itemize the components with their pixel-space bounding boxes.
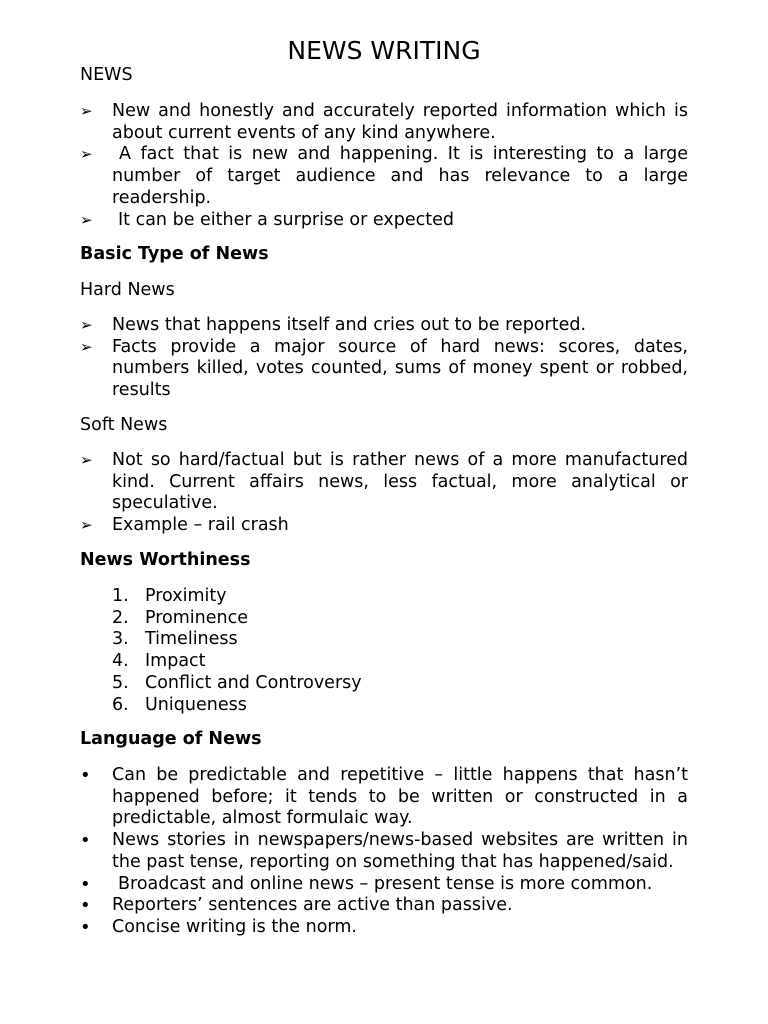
bullet-icon: • xyxy=(80,873,91,895)
arrow-bullet-icon: ➢ xyxy=(80,145,93,164)
list-item-text: A fact that is new and happening. It is interesting to a large number of target audience and has relevance to a large readership. xyxy=(112,144,688,208)
list-item-text: Broadcast and online news – present tense is more common. xyxy=(118,873,653,894)
list-item-text: Can be predictable and repetitive – little happens that hasn’t happened before; it tends to be written or constructed in a predictable, almost formulaic way. xyxy=(112,765,688,829)
list-number: 6. xyxy=(112,694,129,715)
list-item-text: Not so hard/factual but is rather news of a more manufactured kind. Current affairs news, less factual, more analytical or speculative. xyxy=(112,450,688,514)
list-item xyxy=(80,450,688,515)
list-item xyxy=(80,917,688,939)
section-heading-news-worthiness: News Worthiness xyxy=(80,550,251,570)
list-item-text: News stories in newspapers/news-based websites are written in the past tense, reporting on something that has happened/said. xyxy=(112,830,688,872)
arrow-bullet-icon: ➢ xyxy=(80,516,93,535)
numbered-list-item xyxy=(80,586,688,608)
subheading-soft-news: Soft News xyxy=(80,415,168,435)
bullet-icon: • xyxy=(80,765,91,786)
list-number: 3. xyxy=(112,629,129,650)
news-definition-list xyxy=(80,101,688,231)
list-item-text: Prominence xyxy=(145,607,249,628)
list-item-text: Conflict and Controversy xyxy=(145,672,362,693)
numbered-list-item xyxy=(80,629,688,651)
list-item xyxy=(80,830,688,873)
numbered-list-item xyxy=(80,695,688,717)
numbered-list-item xyxy=(80,608,688,630)
arrow-bullet-icon: ➢ xyxy=(80,451,93,469)
arrow-bullet-icon: ➢ xyxy=(80,337,93,356)
list-item xyxy=(80,210,688,232)
list-item-text: New and honestly and accurately reported information which is about current events of any kind anywhere. xyxy=(112,101,688,143)
list-item-text: Impact xyxy=(145,651,206,672)
list-item xyxy=(80,765,688,830)
section-heading-basic-type: Basic Type of News xyxy=(80,244,269,264)
soft-news-list xyxy=(80,450,688,537)
arrow-bullet-icon: ➢ xyxy=(80,102,93,120)
list-item xyxy=(80,895,688,917)
list-item-text: Example – rail crash xyxy=(112,515,289,536)
numbered-list-item xyxy=(80,673,688,695)
list-item-text: It can be either a surprise or expected xyxy=(118,209,454,230)
list-item-text: News that happens itself and cries out to be reported. xyxy=(112,315,587,335)
list-item xyxy=(80,101,688,144)
list-number: 4. xyxy=(112,651,129,672)
list-item-text: Concise writing is the norm. xyxy=(112,916,357,937)
bullet-icon: • xyxy=(80,830,91,852)
list-number: 5. xyxy=(112,672,129,693)
list-number: 1. xyxy=(112,586,129,606)
list-number: 2. xyxy=(112,607,129,628)
document-title: NEWS WRITING xyxy=(287,36,481,65)
language-of-news-list xyxy=(80,765,688,939)
list-item xyxy=(80,874,688,896)
arrow-bullet-icon: ➢ xyxy=(80,316,93,334)
list-item-text: Timeliness xyxy=(145,629,238,650)
bullet-icon: • xyxy=(80,895,91,917)
arrow-bullet-icon: ➢ xyxy=(80,210,93,229)
list-item xyxy=(80,337,688,402)
list-item-text: Uniqueness xyxy=(145,694,247,715)
numbered-list-item xyxy=(80,651,688,673)
news-worthiness-list xyxy=(80,586,688,716)
list-item xyxy=(80,144,688,209)
list-item-text: Facts provide a major source of hard news: scores, dates, numbers killed, votes counted, sums of money spent or robbed, results xyxy=(112,336,688,401)
list-item xyxy=(80,515,688,537)
list-item-text: Reporters’ sentences are active than passive. xyxy=(112,895,513,916)
list-item-text: Proximity xyxy=(145,586,227,606)
section-heading-language: Language of News xyxy=(80,729,262,749)
section-heading-news: NEWS xyxy=(80,65,133,85)
subheading-hard-news: Hard News xyxy=(80,280,175,300)
bullet-icon: • xyxy=(80,916,91,938)
hard-news-list xyxy=(80,315,688,402)
list-item xyxy=(80,315,688,337)
